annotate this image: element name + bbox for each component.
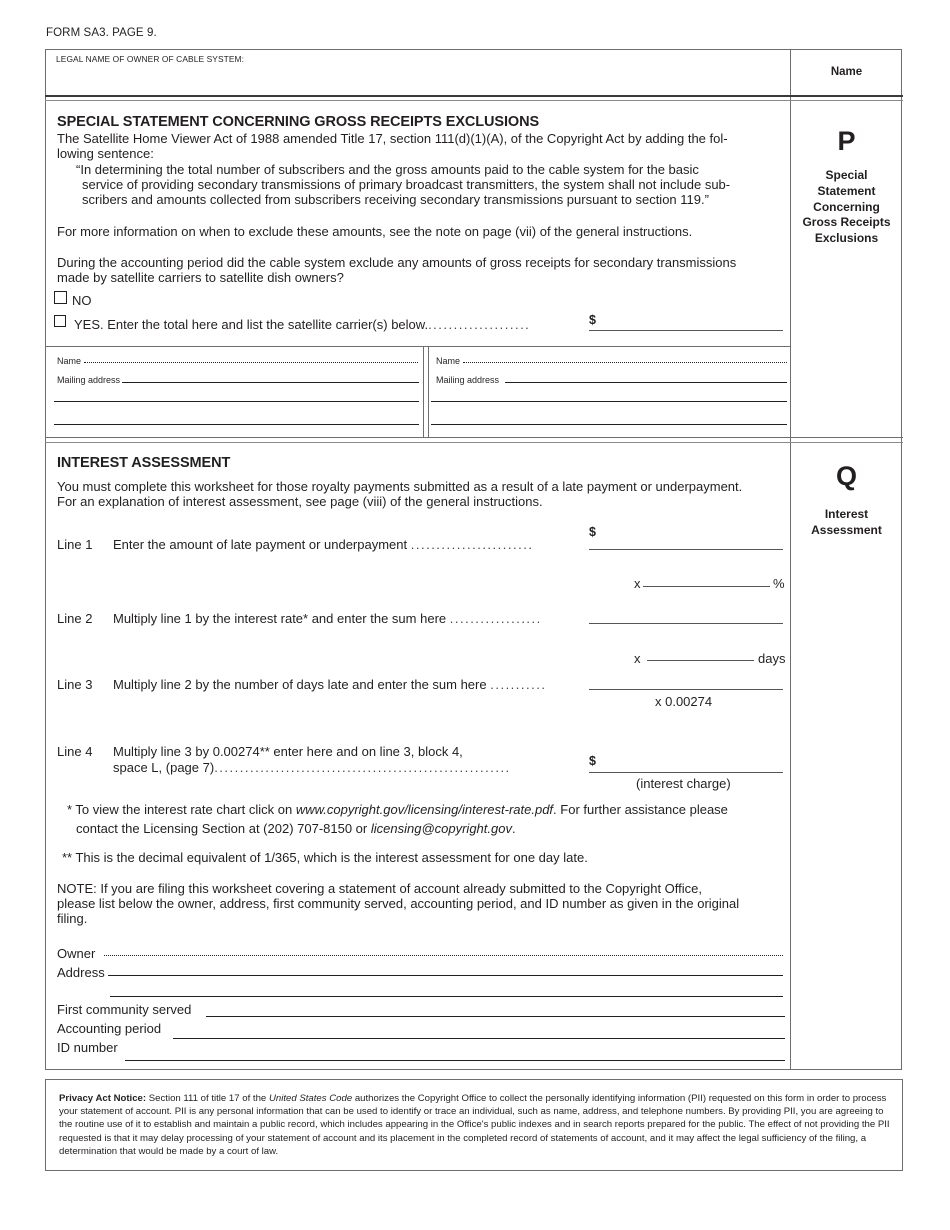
footnote-line-1 [67, 800, 792, 819]
owner-name-label: LEGAL NAME OF OWNER OF CABLE SYSTEM: [56, 54, 245, 64]
owner-label: Owner [57, 946, 96, 961]
accounting-period-field[interactable] [173, 1038, 785, 1039]
intro-line: For an explanation of interest assessment, see page (viii) of the general instructions. [57, 494, 543, 510]
yes-label-text: YES. Enter the total here and list the satellite carrier(s) below. [74, 317, 429, 332]
footnote-decimal: ** This is the decimal equivalent of 1/365, which is the interest assessment for one day late. [62, 850, 588, 865]
line-3-label: Multiply line 2 by the number of days late and enter the sum here [113, 677, 487, 692]
footnote-text: contact the Licensing Section at (202) 707-8150 or [76, 821, 371, 836]
side-title-line: Gross Receipts [802, 215, 891, 230]
intro-line: You must complete this worksheet for those royalty payments submitted as a result of a late payment or underpayment. [57, 479, 743, 494]
carrier-divider [428, 346, 429, 438]
id-number-label: ID number [57, 1040, 118, 1055]
rate-suffix: % [773, 576, 785, 591]
leader-dots: ........... [490, 677, 547, 692]
line-1-text [113, 537, 533, 552]
carrier-1-address-line-2[interactable] [54, 401, 419, 402]
days-prefix: x [634, 651, 641, 666]
carrier-1-address-field[interactable] [122, 382, 419, 383]
section-p-intro [57, 131, 787, 161]
days-late-field[interactable] [647, 660, 754, 661]
yes-checkbox[interactable] [54, 315, 66, 327]
side-title-line: Concerning [813, 199, 880, 214]
multiplier-label: x 0.00274 [655, 694, 713, 709]
note-line: NOTE: If you are filing this worksheet covering a statement of account already submitted to the Copyright Office, [57, 881, 703, 896]
interest-rate-field[interactable] [643, 586, 770, 587]
line-4-interest-field[interactable] [589, 772, 783, 773]
section-p-letter: P [837, 126, 856, 156]
section-q-title: INTEREST ASSESSMENT [57, 455, 231, 471]
carrier-2-address-line-2[interactable] [431, 401, 787, 402]
header-rule [45, 95, 903, 97]
first-community-field[interactable] [206, 1016, 785, 1017]
header-rule-secondary [45, 100, 903, 101]
section-rule-secondary [45, 442, 903, 443]
footnote-text: . [511, 821, 516, 836]
side-title-line: Interest [824, 507, 869, 521]
line-4-text-cont [113, 760, 511, 775]
days-suffix: days [758, 651, 786, 666]
line-4-text: Multiply line 3 by 0.00274** enter here and on line 3, block 4, [113, 744, 463, 759]
line-3-number: Line 3 [57, 677, 93, 692]
excluded-total-field[interactable] [589, 330, 783, 331]
carrier-1-name-label: Name [57, 356, 82, 366]
accounting-period-label: Accounting period [57, 1021, 162, 1036]
footnote-line-2 [67, 819, 792, 838]
address-label: Address [57, 965, 105, 980]
interest-rate-link[interactable]: www.copyright.gov/licensing/interest-rate.pdf [295, 802, 554, 817]
side-title-line: Exclusions [814, 231, 879, 246]
footnote-text: * To view the interest rate chart click on [67, 802, 296, 817]
line-1-label: Enter the amount of late payment or underpayment [113, 537, 408, 552]
yes-label [74, 317, 530, 332]
section-p-title: SPECIAL STATEMENT CONCERNING GROSS RECEIPTS EXCLUSIONS [57, 114, 540, 130]
id-number-field[interactable] [125, 1060, 785, 1061]
line-2-label: Multiply line 1 by the interest rate* and enter the sum here [113, 611, 447, 626]
dollar-sign: $ [589, 525, 596, 539]
no-label: NO [72, 293, 92, 308]
address-line-2-field[interactable] [110, 996, 783, 997]
quote-line: “In determining the total number of subscribers and the gross amounts paid to the cable system for the basic [76, 162, 699, 177]
owner-field[interactable] [104, 955, 783, 956]
quote-line: scribers and amounts collected from subscribers receiving secondary transmissions pursuant to section 119.” [82, 192, 709, 208]
question-line: made by satellite carriers to satellite dish owners? [57, 270, 344, 286]
privacy-text: Section 111 of title 17 of the [146, 1093, 269, 1104]
licensing-email-link[interactable]: licensing@copyright.gov [370, 821, 512, 836]
privacy-text: authorizes the Copyright Office to collect the personally identifying information (PII) requested on this form in order to process your statement of account. PII is any personal information that can be used to identify or trace an individual, such as name, address, and telephone numbers. By providing PII, you are agreeing to the routine use of it to establish and maintain a public record, which includes appearing in the Office's public indexes and in search reports prepared for the public. The effect of not providing the PII requested is that it may delay processing of your statement of account and its placement in the completed record of statements of account, and it may affect the legal sufficiency of the filing, a determination that would be made by a court of law. [59, 1093, 890, 1157]
leader-dots: .................... [428, 317, 531, 332]
line-4-label-2: space L, (page 7) [113, 760, 215, 775]
line-1-number: Line 1 [57, 537, 93, 552]
side-label-name: Name [830, 66, 863, 78]
owner-name-field[interactable] [50, 66, 785, 92]
no-checkbox[interactable] [54, 291, 67, 304]
carrier-1-address-line-3[interactable] [54, 424, 419, 425]
line-1-amount-field[interactable] [589, 549, 783, 550]
interest-charge-label: (interest charge) [636, 776, 731, 791]
carrier-divider [423, 346, 424, 438]
line-2-number: Line 2 [57, 611, 93, 626]
footnote-text: . For further assistance please [553, 802, 728, 817]
leader-dots: .......................................................... [214, 760, 511, 775]
address-field[interactable] [108, 975, 783, 976]
carrier-1-address-label: Mailing address [57, 375, 121, 385]
carrier-2-address-field[interactable] [505, 382, 787, 383]
intro-line: The Satellite Home Viewer Act of 1988 amended Title 17, section 111(d)(1)(A), of the Copyright Act by adding the fol- [57, 131, 728, 146]
rate-prefix: x [634, 576, 641, 591]
note-line: filing. [57, 911, 88, 927]
side-title-line: Special [825, 168, 868, 182]
line-4-number: Line 4 [57, 744, 93, 759]
privacy-notice-text [59, 1092, 891, 1158]
quote-line: service of providing secondary transmissions of primary broadcast transmitters, the system shall not include sub- [82, 177, 731, 193]
section-q-intro [57, 479, 792, 509]
form-page-label: FORM SA3. PAGE 9. [46, 27, 157, 39]
carrier-2-address-line-3[interactable] [431, 424, 787, 425]
dollar-sign: $ [589, 313, 596, 327]
section-q-side-title [791, 507, 902, 539]
section-p-question [57, 255, 787, 285]
carrier-2-name-label: Name [436, 356, 461, 366]
side-title-line: Statement [817, 183, 876, 198]
leader-dots: .................. [449, 611, 542, 626]
leader-dots: ........................ [410, 537, 534, 552]
carrier-2-name-field[interactable] [463, 362, 787, 363]
footnote-interest-rate [67, 800, 792, 838]
section-p-more-info: For more information on when to exclude these amounts, see the note on page (vii) of the general instructions. [57, 224, 693, 239]
question-line: During the accounting period did the cable system exclude any amounts of gross receipts for secondary transmissions [57, 255, 737, 270]
section-rule [45, 437, 903, 438]
privacy-notice-heading: Privacy Act Notice: [59, 1093, 147, 1104]
note-line: please list below the owner, address, first community served, accounting period, and ID number as given in the original [57, 896, 740, 912]
line-2-text [113, 611, 542, 626]
privacy-text-italic: United States Code [268, 1093, 353, 1104]
section-p-quote [76, 162, 788, 208]
intro-line: lowing sentence: [57, 146, 154, 162]
section-p-side-title [791, 168, 902, 247]
carrier-2-address-label: Mailing address [436, 375, 500, 385]
carrier-1-name-field[interactable] [84, 362, 418, 363]
side-title-line: Assessment [811, 522, 882, 537]
first-community-label: First community served [57, 1002, 192, 1017]
line-3-amount-field[interactable] [589, 689, 783, 690]
resubmission-note [57, 881, 792, 927]
line-2-amount-field[interactable] [589, 623, 783, 624]
section-q-letter: Q [835, 461, 857, 491]
dollar-sign: $ [589, 754, 596, 768]
line-3-text [113, 677, 546, 692]
